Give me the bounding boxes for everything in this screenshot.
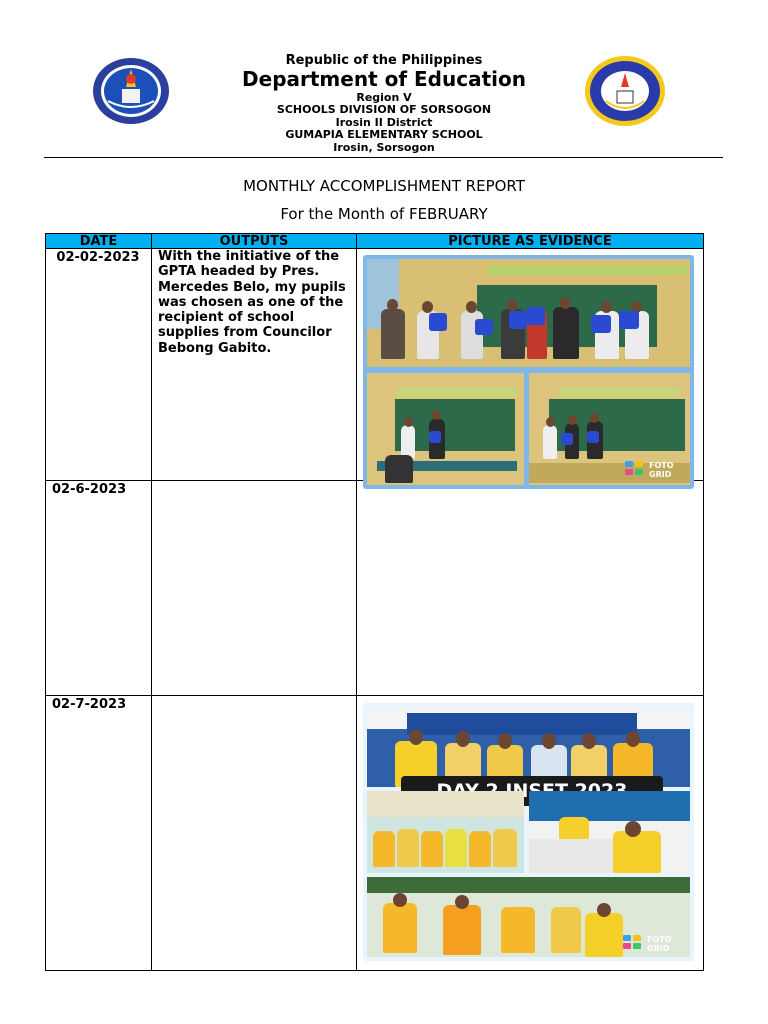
classroom-photo-left bbox=[367, 373, 524, 485]
inset-writing-photo bbox=[529, 791, 690, 873]
region-text: Region V bbox=[356, 91, 412, 104]
row-1-output: With the initiative of the GPTA headed by Pres. Mercedes Belo, my pupils was chosen as one of the recipient of school supplies from Councilor Bebong Gabito. bbox=[158, 249, 346, 356]
evidence-photo-collage-1 bbox=[363, 255, 694, 489]
row-3-date: 02-7-2023 bbox=[52, 697, 127, 712]
foto-grid-label-2: FOTO GRID bbox=[647, 935, 672, 953]
division-text: SCHOOLS DIVISION OF SORSOGON bbox=[276, 103, 492, 116]
school-name: GUMAPIA ELEMENTARY SCHOOL bbox=[285, 128, 483, 141]
classroom-photo bbox=[367, 259, 690, 367]
classroom-photo-right bbox=[529, 373, 690, 485]
report-title: MONTHLY ACCOMPLISHMENT REPORT bbox=[243, 177, 525, 195]
header-date: DATE bbox=[45, 233, 152, 249]
accomplishment-table bbox=[45, 233, 704, 971]
table-row-2-date-cell bbox=[45, 480, 152, 696]
town-text: Irosin, Sorsogon bbox=[333, 141, 435, 154]
inset-audience-photo bbox=[367, 791, 524, 873]
row-1-date: 02-02-2023 bbox=[56, 250, 140, 265]
report-subtitle: For the Month of FEBRUARY bbox=[280, 205, 488, 223]
table-row-3-date-cell bbox=[45, 695, 152, 971]
inset-group-photo bbox=[367, 707, 690, 787]
row-2-date: 02-6-2023 bbox=[52, 482, 127, 497]
foto-grid-label-1: FOTO GRID bbox=[649, 461, 674, 479]
header-outputs: OUTPUTS bbox=[151, 233, 357, 249]
table-row-1-date-cell bbox=[45, 248, 152, 481]
district-text: Irosin II District bbox=[335, 116, 433, 129]
republic-text: Republic of the Philippines bbox=[285, 53, 483, 68]
inset-workshop-photo bbox=[367, 877, 690, 957]
evidence-photo-collage-2 bbox=[363, 703, 694, 961]
table-row-2-evidence-cell bbox=[356, 480, 704, 696]
foto-grid-icon bbox=[625, 461, 645, 477]
table-row-2-output-cell bbox=[151, 480, 357, 696]
foto-grid-icon-2 bbox=[623, 935, 643, 951]
department-title: Department of Education bbox=[242, 67, 526, 91]
header-evidence: PICTURE AS EVIDENCE bbox=[356, 233, 704, 249]
table-row-3-output-cell bbox=[151, 695, 357, 971]
table-row-1-output-cell bbox=[151, 248, 357, 481]
header-divider bbox=[44, 157, 723, 158]
